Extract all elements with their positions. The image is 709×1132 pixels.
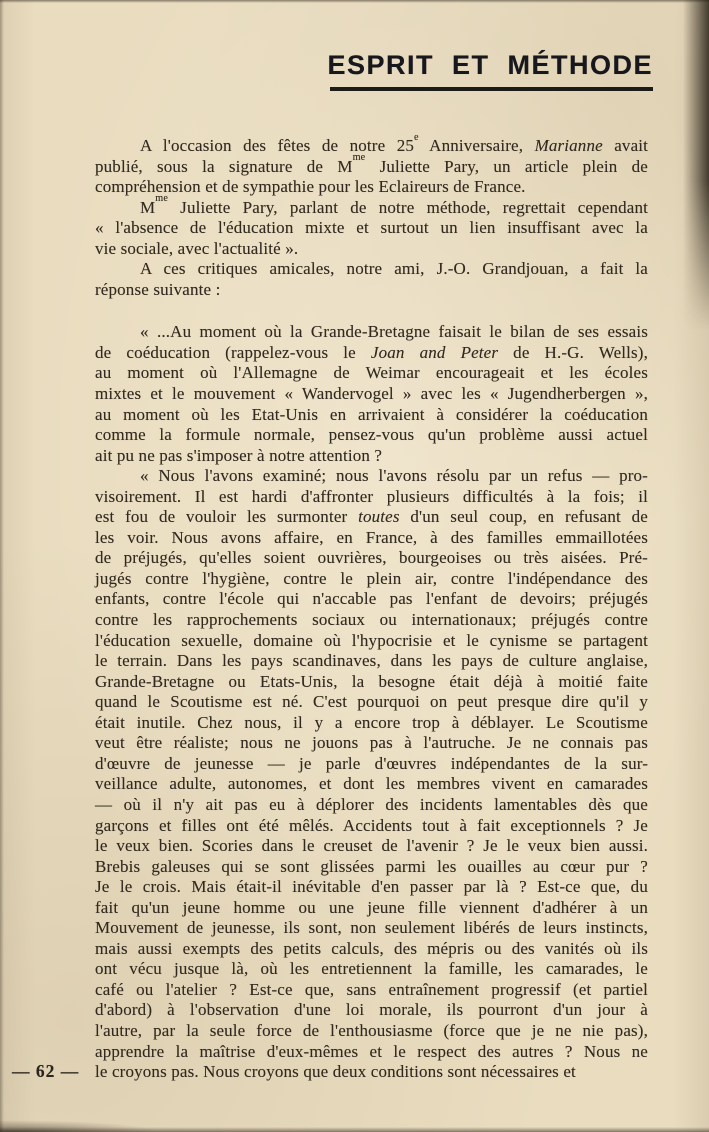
text-line: était inutile. Chez nous, il y a encore trop à déblayer. Le Scoutisme	[95, 712, 648, 732]
text-line: « l'absence de l'éducation mixte et surtout un lien insuffisant avec la	[95, 218, 648, 238]
text-line: de préjugés, qu'elles soient ouvrières, bourgeoises ou très aisées. Pré-	[95, 548, 648, 568]
title-block	[327, 49, 653, 91]
text-line: le veux bien. Scories dans le creuset de l'avenir ? Je le veux bien aussi.	[95, 836, 648, 856]
text-line: A l'occasion des fêtes de notre 25e Anniversaire, Marianne avait	[140, 131, 649, 155]
text-line: enfants, contre l'école qui n'accable pas l'enfant de devoirs; préjugés	[95, 589, 648, 609]
text-line: fait qu'un jeune homme ou une jeune fille viennent d'adhérer à un	[95, 897, 648, 917]
text-line: ait pu ne pas s'imposer à notre attention ?	[95, 445, 383, 465]
text-line: Brebis galeuses qui se sont glissées parmi les ouailles au cœur pur ?	[95, 856, 648, 876]
text-line: garçons et filles ont été mêlés. Accidents tout à fait exceptionnels ? Je	[95, 815, 648, 835]
text-line: contre les rapprochements sociaux ou internationaux; préjugés contre	[95, 610, 648, 630]
text-line: mixtes et le mouvement « Wandervogel » avec les « Jugendherbergen »,	[95, 384, 648, 404]
text-line: Mouvement de jeunesse, ils sont, non seulement libérés de leurs instincts,	[95, 918, 648, 938]
text-line: publié, sous la signature de $M^{me}$ Juliette Pary, un article plein de	[95, 152, 648, 176]
text-line: jugés contre l'hygiène, contre le plein air, contre l'indépendance des	[95, 568, 648, 588]
text-line: mais aussi exempts des petits calculs, des mépris ou des vanités où ils	[95, 938, 648, 958]
text-line: de coéducation (rappelez-vous le Joan and Peter de H.-G. Wells),	[95, 342, 648, 362]
text-line: veut être réaliste; nous ne jouons pas à l'autruche. Je ne connais pas	[95, 733, 648, 753]
text-line: au moment où les Etat-Unis en arrivaient à considérer la coéducation	[95, 404, 648, 424]
text-line: l'éducation sexuelle, domaine où l'hypocrisie et le cynisme se partagent	[95, 630, 648, 650]
paragraph	[95, 322, 648, 466]
text-line: café ou l'atelier ? Est-ce que, sans entraînement progressif (et partiel	[95, 979, 648, 999]
text-line: visoirement. Il est hardi d'affronter plusieurs difficultés à la fois; il	[95, 486, 648, 506]
text-line: ont vécu jusque là, où les entretiennent la famille, les camarades, le	[95, 959, 648, 979]
text-line: d'œuvre de jeunesse — je parle d'œuvres indépendantes de la sur-	[95, 753, 648, 773]
text-line: $M^{me}$ Juliette Pary, parlant de notre méthode, regrettait cependant	[140, 193, 648, 217]
paragraph	[95, 131, 649, 198]
scan-edge-left	[0, 0, 4, 1132]
text-line: « Nous l'avons examiné; nous l'avons résolu par un refus — pro-	[140, 466, 648, 486]
paragraph	[95, 193, 648, 260]
text-line: — où il n'y ait pas eu à déplorer des incidents lamentables dès que	[95, 794, 648, 814]
paragraph	[95, 466, 648, 1082]
text-line: le terrain. Dans les pays scandinaves, dans les pays de culture anglaise,	[95, 651, 648, 671]
text-line: le croyons pas. Nous croyons que deux conditions sont nécessaires et	[95, 1062, 576, 1082]
text-line: vie sociale, avec l'actualité ».	[95, 238, 299, 258]
text-line: comme la formule normale, pensez-vous qu'un problème aussi actuel	[95, 425, 648, 445]
paragraph	[95, 259, 648, 300]
text-line: d'abord) à l'observation d'une loi morale, ils pourront d'un jour à	[95, 1000, 648, 1020]
text-line: compréhension et de sympathie pour les Eclaireurs de France.	[95, 177, 526, 197]
text-line: Grande-Bretagne ou Etats-Unis, la besogne était déjà à moitié faite	[95, 671, 648, 691]
text-line: l'autre, par la seule force de l'enthousiasme (force que je ne nie pas),	[95, 1020, 648, 1040]
title-underline	[330, 87, 653, 91]
text-line: est fou de vouloir les surmonter toutes d'un seul coup, en refusant de	[95, 507, 648, 527]
text-line: apprendre la maîtrise d'eux-mêmes et le respect des autres ? Nous ne	[95, 1041, 648, 1061]
text-line: réponse suivante :	[95, 279, 221, 299]
text-line: A ces critiques amicales, notre ami, J.-O. Grandjouan, a fait la	[140, 259, 648, 279]
body-text	[95, 131, 649, 1083]
page-title: ESPRIT ET MÉTHODE	[327, 50, 653, 80]
text-line: veillance adulte, autonomes, et dont les membres vivent en camarades	[95, 774, 648, 794]
scan-corner-bottom-left	[0, 1120, 160, 1132]
scan-edge-right	[683, 0, 709, 330]
text-line: « ...Au moment où la Grande-Bretagne faisait le bilan de ses essais	[140, 322, 648, 342]
scan-edge-top	[0, 0, 709, 3]
text-line: au moment où l'Allemagne de Weimar encourageait et les écoles	[95, 363, 648, 383]
text-line: les voir. Nous avons affaire, en France, à des familles emmaillotées	[95, 527, 648, 547]
text-line: quand le Scoutisme est né. C'est pourquoi on peut presque dire qu'il y	[95, 692, 648, 712]
page-number: — 62 —	[12, 1061, 80, 1081]
text-line: Je le crois. Mais était-il inévitable d'en passer par là ? Est-ce que, du	[95, 877, 648, 897]
